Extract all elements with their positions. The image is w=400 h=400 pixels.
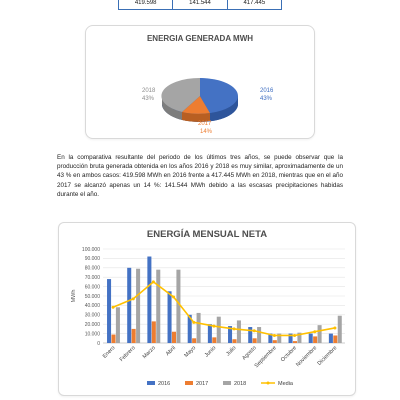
media-point xyxy=(253,329,256,332)
table-cell: 141.544 xyxy=(172,0,226,9)
y-tick-label: 0 xyxy=(97,340,100,347)
y-tick-label: 50.000 xyxy=(84,293,100,300)
legend-label-2018: 2018 xyxy=(234,381,247,387)
bar-2016-junio xyxy=(208,324,212,343)
bar-2017-febrero xyxy=(132,329,136,343)
legend-swatch-2016 xyxy=(147,381,155,385)
bar-2018-noviembre xyxy=(318,325,322,343)
media-point xyxy=(172,295,175,298)
bar-chart-box xyxy=(58,222,356,396)
x-tick-label: Noviembre xyxy=(295,345,319,369)
bar-2018-enero xyxy=(116,307,120,343)
pie-label-2016-pct: 43% xyxy=(260,96,273,102)
y-tick-label: 40.000 xyxy=(84,303,100,310)
y-tick-label: 70.000 xyxy=(84,275,100,281)
x-tick-label: Febrero xyxy=(118,345,137,364)
legend-marker-media xyxy=(267,382,270,385)
table-cell: 417.445 xyxy=(227,0,281,9)
y-tick-label: 100.000 xyxy=(81,246,100,253)
bar-2017-junio xyxy=(212,337,216,343)
x-tick-label: Julio xyxy=(225,345,238,358)
bar-2016-noviembre xyxy=(309,334,313,343)
bar-2017-septiembre xyxy=(273,340,277,343)
media-point xyxy=(233,327,236,330)
summary-table-fragment xyxy=(118,0,282,10)
media-point xyxy=(273,334,276,337)
bar-2017-mayo xyxy=(192,338,196,343)
pie-label-2017-pct: 14% xyxy=(200,129,213,135)
bar-2017-julio xyxy=(232,339,236,343)
pie-chart-title: ENERGIA GENERADA MWH xyxy=(146,34,254,43)
bar-2016-diciembre xyxy=(329,334,333,343)
x-tick-label: Agosto xyxy=(241,345,258,362)
x-tick-label: Octubre xyxy=(279,345,298,364)
bar-2016-marzo xyxy=(147,257,151,343)
x-tick-label: Enero xyxy=(101,345,117,360)
bar-2017-marzo xyxy=(152,321,156,343)
pie-label-2017-year: 2017 xyxy=(198,121,212,127)
y-tick-label: 30.000 xyxy=(84,312,100,319)
bar-2018-agosto xyxy=(257,327,261,343)
media-point xyxy=(293,334,296,337)
legend-label-2017: 2017 xyxy=(196,381,209,387)
x-tick-label: Mayo xyxy=(183,345,198,359)
y-tick-label: 60.000 xyxy=(84,284,100,291)
media-point xyxy=(212,325,215,328)
pie-label-2016-year: 2016 xyxy=(260,88,274,94)
bar-2016-abril xyxy=(168,291,172,343)
x-tick-label: Abril xyxy=(164,345,177,358)
bar-2017-octubre xyxy=(293,341,297,343)
body-paragraph: En la comparativa resultante del periodo de los últimos tres años, se puede observar que la producción bruta generada obtenida en los años 2016 y 2018 es muy similar, aproximadamente de un 43 % en ambos casos: 419.598 MWh en 2016 frente a 417.445 MWh en 2018, mientras que en el año 2017 se alcanzó apenas un 14 %: 141.544 MWh debido a las escasas precipitaciones habidas durante el año. xyxy=(57,154,343,198)
bar-2017-agosto xyxy=(253,338,257,343)
y-tick-label: 80.000 xyxy=(84,265,100,272)
bar-2017-abril xyxy=(172,332,176,343)
bar-2018-abril xyxy=(176,270,180,343)
bar-2018-diciembre xyxy=(338,316,342,343)
legend-label-2016: 2016 xyxy=(158,381,171,387)
x-tick-label: Marzo xyxy=(141,345,157,361)
bar-2017-diciembre xyxy=(333,335,337,343)
legend-swatch-2018 xyxy=(223,381,231,385)
media-point xyxy=(192,321,195,324)
y-tick-label: 90.000 xyxy=(84,256,100,263)
bar-2017-enero xyxy=(111,335,115,343)
media-point xyxy=(112,306,115,309)
bar-chart-title: ENERGÍA MENSUAL NETA xyxy=(146,229,268,240)
x-tick-label: Septiembre xyxy=(253,345,278,370)
y-tick-label: 10.000 xyxy=(84,331,100,338)
bar-2017-noviembre xyxy=(313,336,317,343)
y-tick-label: 20.000 xyxy=(84,322,100,328)
bar-chart xyxy=(59,223,355,395)
bar-2018-julio xyxy=(237,320,241,343)
bar-2016-agosto xyxy=(248,327,252,343)
media-point xyxy=(313,330,316,333)
pie-top xyxy=(161,78,238,114)
media-point xyxy=(333,326,336,329)
bar-2016-enero xyxy=(107,279,111,343)
table-cell: 419.598 xyxy=(134,0,157,6)
bar-2018-mayo xyxy=(197,313,201,343)
media-point xyxy=(132,297,135,300)
pie-chart-box xyxy=(85,25,315,139)
legend-swatch-2017 xyxy=(185,381,193,385)
bar-2018-marzo xyxy=(156,270,160,343)
media-point xyxy=(152,280,155,283)
x-tick-label: Diciembre xyxy=(316,345,339,367)
y-axis-label: MWh xyxy=(71,289,77,303)
x-tick-label: Junio xyxy=(203,345,218,359)
bar-2018-febrero xyxy=(136,269,140,343)
line-series-media xyxy=(113,282,335,336)
pie-label-2018-year: 2018 xyxy=(142,88,156,94)
bar-2016-febrero xyxy=(127,268,131,343)
pie-label-2018-pct: 43% xyxy=(142,96,155,102)
pie-chart xyxy=(86,26,314,138)
bar-2018-junio xyxy=(217,317,221,343)
legend-label-media: Media xyxy=(278,381,293,387)
